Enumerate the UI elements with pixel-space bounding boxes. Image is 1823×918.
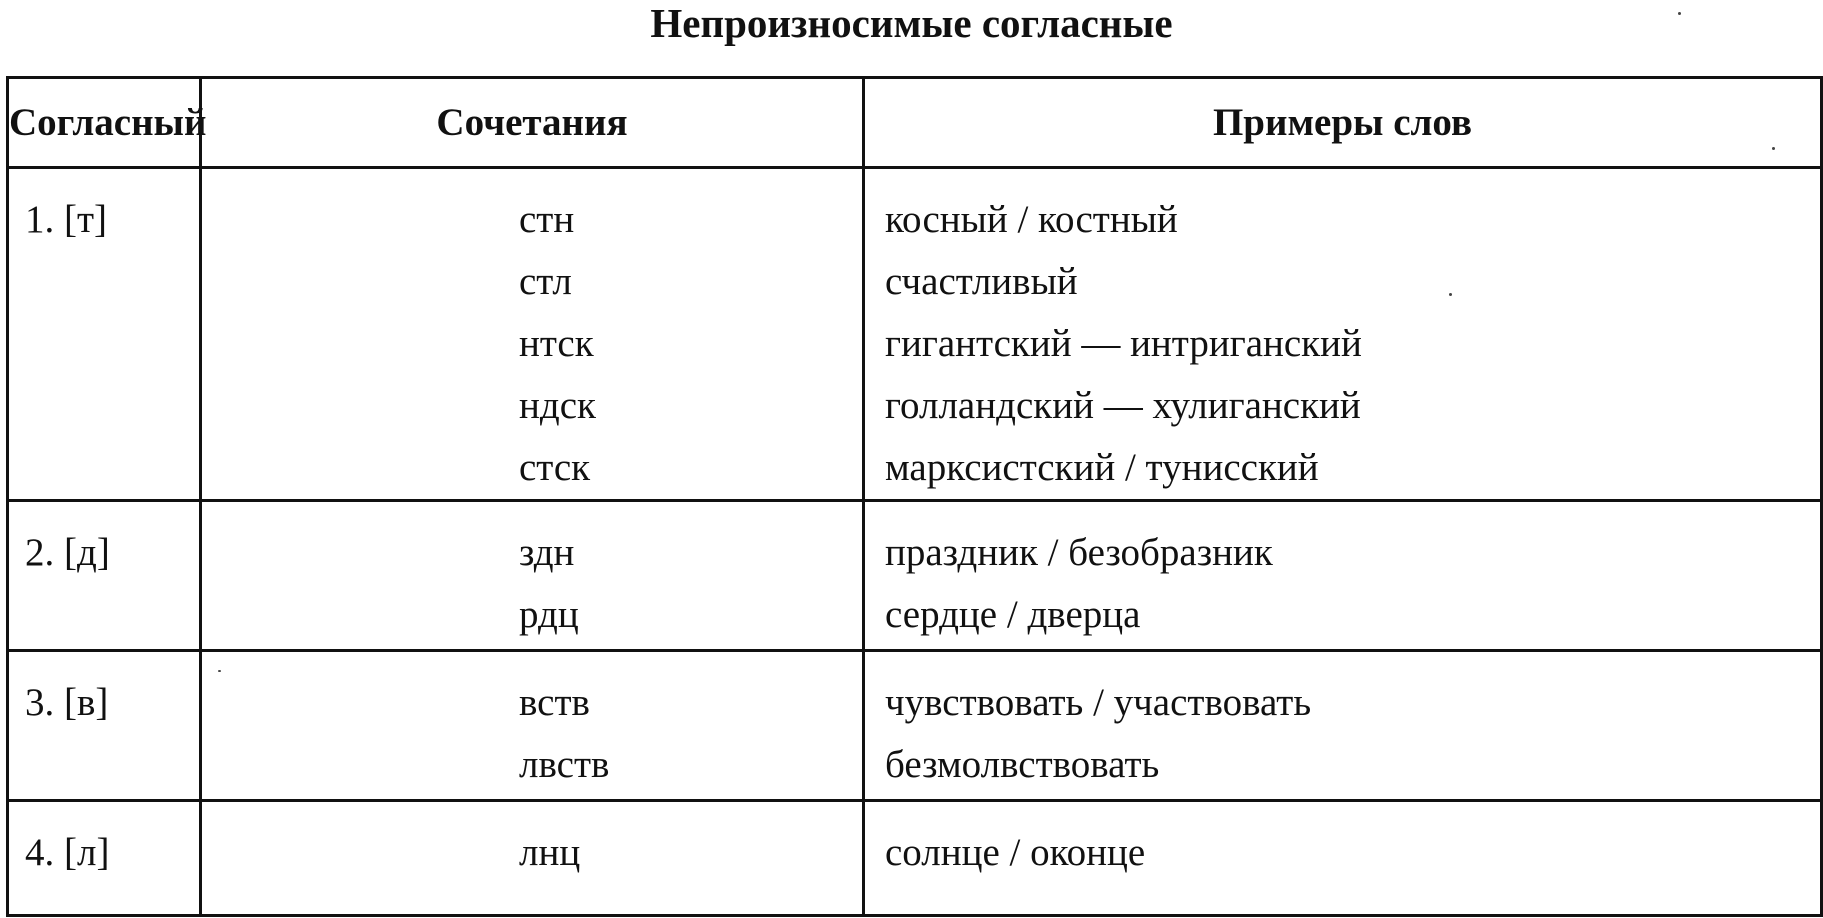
example: гигантский — интриганский [885,322,1362,365]
examples-cell [864,501,1822,651]
page-title: Непроизносимые согласные [650,0,1173,46]
combination: стл [519,260,572,303]
consonant-cell: 1. [т] [8,168,201,501]
examples-cell [864,651,1822,801]
consonant-cell: 4. [л] [8,801,201,916]
combinations-cell [201,168,864,501]
table-row [8,168,1822,501]
combination: стск [519,446,591,489]
header-combinations: Сочетания [201,78,864,168]
combination: нтск [519,322,594,365]
example: безмолвствовать [885,743,1160,786]
example: праздник / безобразник [885,531,1273,574]
scan-speck [218,670,221,672]
combinations-cell [201,801,864,916]
combination: лвств [519,743,610,786]
combination: вств [519,681,590,724]
header-consonant: Согласный [8,78,201,168]
consonants-table [6,76,1823,917]
example: солнце / оконце [885,831,1146,874]
table-row [8,801,1822,916]
combination: рдц [519,593,579,636]
table-row [8,501,1822,651]
scan-speck [1678,12,1681,15]
combinations-cell [201,651,864,801]
example: чувствовать / участвовать [885,681,1312,724]
combination: ндск [519,384,596,427]
consonant-cell: 2. [д] [8,501,201,651]
combination: здн [519,531,575,574]
example: голландский — хулиганский [885,384,1361,427]
table-row [8,651,1822,801]
examples-cell [864,168,1822,501]
combinations-cell [201,501,864,651]
consonant-cell: 3. [в] [8,651,201,801]
example: косный / костный [885,198,1178,241]
scan-speck [1772,147,1775,150]
combination: лнц [519,831,581,874]
example: марксистский / тунисский [885,446,1319,489]
examples-cell [864,801,1822,916]
example: счастливый [885,260,1078,303]
table-header-row [8,78,1822,168]
scan-speck [1449,293,1452,296]
header-examples: Примеры слов [864,78,1822,168]
combination: стн [519,198,575,241]
example: сердце / дверца [885,593,1141,636]
